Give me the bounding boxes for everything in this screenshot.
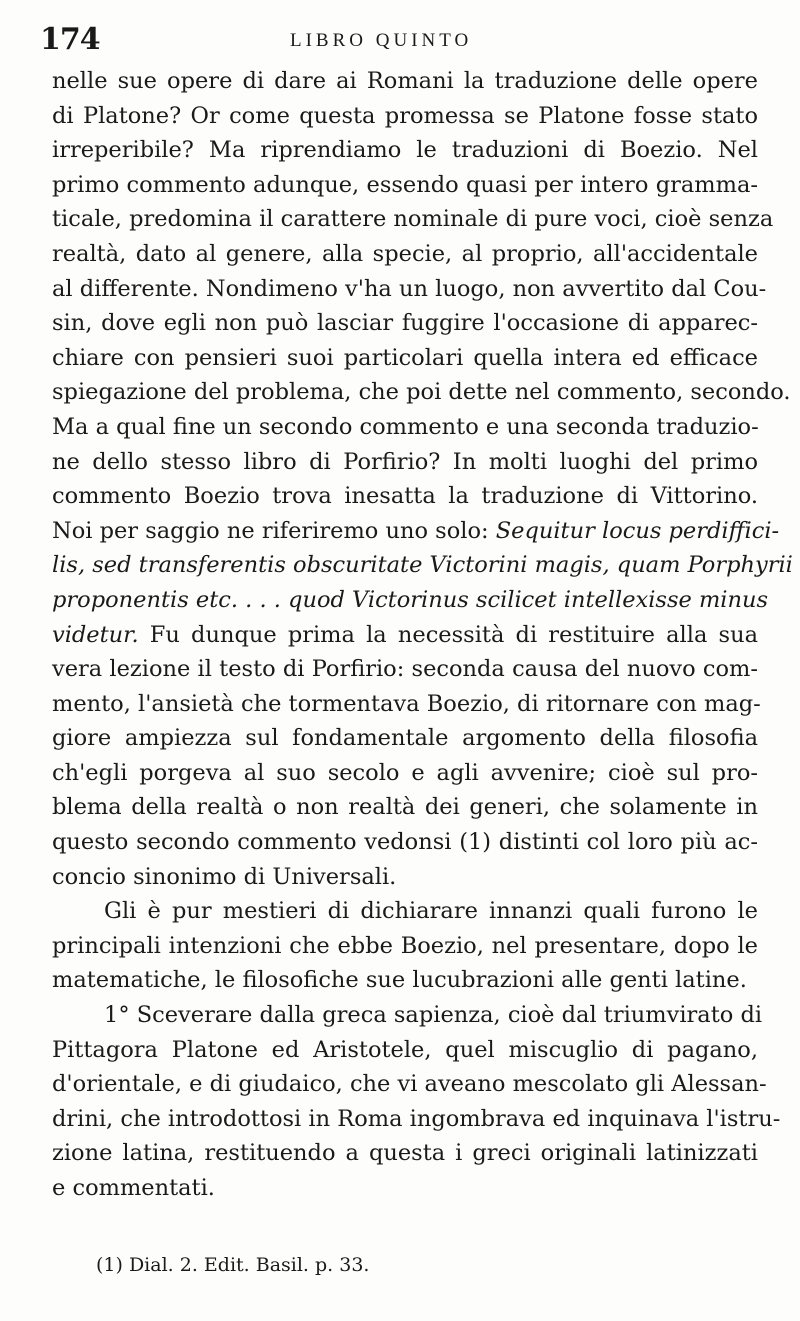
text-italic: Sequitur locus perdiffici-	[495, 517, 780, 544]
text-roman: Noi per saggio ne riferiremo uno solo:	[52, 517, 496, 544]
text-line: ticale, predomina il carattere nominale di pure voci, cioè senza	[52, 206, 774, 233]
text-line: spiegazione del problema, che poi dette nel commento, secondo.	[52, 379, 791, 406]
text-line: primo commento adunque, essendo quasi per intero gramma-	[52, 171, 758, 198]
text-roman: Fu dunque prima la necessità di restituire alla sua	[138, 621, 758, 648]
text-line: matematiche, le filosofiche sue lucubrazioni alle genti latine.	[52, 967, 747, 994]
text-line: irreperibile? Ma riprendiamo le traduzioni di Boezio. Nel	[52, 137, 758, 164]
text-line: nelle sue opere di dare ai Romani la traduzione delle opere	[52, 68, 758, 94]
text-line: chiare con pensieri suoi particolari quella intera ed efficace	[52, 344, 758, 371]
text-line: ne dello stesso libro di Porfirio? In molti luoghi del primo	[52, 448, 758, 475]
text-line: Pittagora Platone ed Aristotele, quel miscuglio di pagano,	[52, 1036, 758, 1063]
text-line: lis, sed transferentis obscuritate Victorini magis, quam Porphyrii	[52, 552, 793, 579]
text-line: 1° Sceverare dalla greca sapienza, cioè dal triumvirato di	[104, 1002, 763, 1029]
text-line: realtà, dato al genere, alla specie, al proprio, all'accidentale	[52, 240, 758, 267]
page-header	[40, 22, 760, 62]
text-line: concio sinonimo di Universali.	[52, 863, 397, 890]
text-line: di Platone? Or come questa promessa se Platone fosse stato	[52, 102, 758, 129]
text-line: giore ampiezza sul fondamentale argomento della filosofia	[52, 725, 758, 752]
text-line: e commentati.	[52, 1175, 215, 1201]
footnote: (1) Dial. 2. Edit. Basil. p. 33.	[96, 1254, 370, 1276]
text-line: commento Boezio trova inesatta la traduzione di Vittorino.	[52, 483, 758, 510]
text-line: mento, l'ansietà che tormentava Boezio, di ritornare con mag-	[52, 690, 761, 717]
text-line: principali intenzioni che ebbe Boezio, nel presentare, dopo le	[52, 932, 758, 959]
text-line: drini, che introdottosi in Roma ingombrava ed inquinava l'istru-	[52, 1105, 781, 1132]
text-line: Gli è pur mestieri di dichiarare innanzi quali furono le	[104, 898, 758, 925]
text-line: al differente. Nondimeno v'ha un luogo, non avvertito dal Cou-	[52, 275, 767, 302]
text-line: questo secondo commento vedonsi (1) distinti col loro più ac-	[52, 829, 758, 856]
text-line: blema della realtà o non realtà dei generi, che solamente in	[52, 794, 758, 821]
text-italic: videtur.	[52, 621, 139, 648]
text-line: ch'egli porgeva al suo secolo e agli avvenire; cioè sul pro-	[52, 759, 758, 786]
text-line	[52, 618, 758, 653]
text-line: proponentis etc. . . . quod Victorinus scilicet intellexisse minus	[52, 586, 769, 613]
body-text	[52, 64, 793, 1206]
page-number: 174	[40, 22, 100, 57]
text-line: zione latina, restituendo a questa i greci originali latinizzati	[52, 1140, 758, 1167]
text-line: d'orientale, e di giudaico, che vi aveano mescolato gli Alessan-	[52, 1071, 767, 1098]
text-line: Ma a qual fine un secondo commento e una seconda traduzio-	[52, 413, 759, 440]
text-line: vera lezione il testo di Porfirio: seconda causa del nuovo com-	[52, 656, 758, 683]
running-head: LIBRO QUINTO	[290, 30, 473, 51]
text-line	[52, 514, 780, 549]
text-line: sin, dove egli non può lasciar fuggire l'occasione di apparec-	[52, 310, 758, 337]
